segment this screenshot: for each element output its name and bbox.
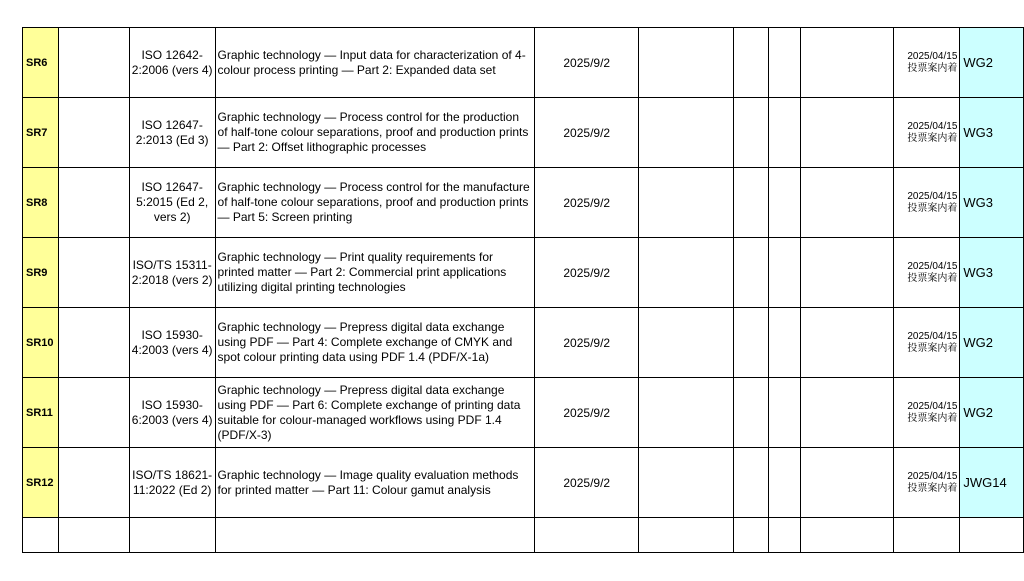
spreadsheet-table <box>22 27 1024 553</box>
empty-cell[interactable] <box>215 518 535 553</box>
empty-cell[interactable] <box>58 28 129 98</box>
empty-cell[interactable] <box>58 238 129 308</box>
wg-cell[interactable]: JWG14 <box>960 448 1024 518</box>
empty-cell[interactable] <box>58 518 129 553</box>
wg-cell[interactable]: WG2 <box>960 308 1024 378</box>
wg-cell[interactable]: WG3 <box>960 168 1024 238</box>
empty-cell[interactable] <box>58 98 129 168</box>
empty-cell[interactable] <box>800 308 893 378</box>
table-row <box>23 378 1024 448</box>
note-text: 投票案内着 <box>907 342 958 354</box>
note-cell[interactable] <box>893 168 960 238</box>
note-date: 2025/04/15 <box>907 190 958 202</box>
table-row <box>23 238 1024 308</box>
empty-cell[interactable] <box>58 378 129 448</box>
empty-cell[interactable] <box>768 518 800 553</box>
note-date: 2025/04/15 <box>907 400 958 412</box>
empty-cell[interactable] <box>58 168 129 238</box>
empty-cell[interactable] <box>800 448 893 518</box>
title-cell[interactable]: Graphic technology — Prepress digital data exchange using PDF — Part 4: Complete exchange of CMYK and spot colour printing data using PDF 1.4 (PDF/X-1a) <box>215 308 535 378</box>
standard-cell[interactable]: ISO/TS 18621-11:2022 (Ed 2) <box>129 448 215 518</box>
empty-cell[interactable] <box>734 238 768 308</box>
empty-cell[interactable] <box>893 518 960 553</box>
table-row <box>23 448 1024 518</box>
empty-cell[interactable] <box>768 238 800 308</box>
empty-cell[interactable] <box>639 238 734 308</box>
table-row-empty <box>23 518 1024 553</box>
standard-cell[interactable]: ISO 15930-4:2003 (vers 4) <box>129 308 215 378</box>
empty-cell[interactable] <box>768 448 800 518</box>
empty-cell[interactable] <box>58 308 129 378</box>
date-cell[interactable]: 2025/9/2 <box>535 308 639 378</box>
note-date: 2025/04/15 <box>907 50 958 62</box>
note-text: 投票案内着 <box>907 202 958 214</box>
id-cell[interactable]: SR11 <box>23 378 59 448</box>
date-cell[interactable]: 2025/9/2 <box>535 238 639 308</box>
wg-cell[interactable]: WG3 <box>960 238 1024 308</box>
note-cell[interactable] <box>893 378 960 448</box>
empty-cell[interactable] <box>800 518 893 553</box>
empty-cell[interactable] <box>639 168 734 238</box>
empty-cell[interactable] <box>639 98 734 168</box>
wg-cell[interactable]: WG2 <box>960 378 1024 448</box>
title-cell[interactable]: Graphic technology — Image quality evaluation methods for printed matter — Part 11: Colour gamut analysis <box>215 448 535 518</box>
note-text: 投票案内着 <box>907 62 958 74</box>
empty-cell[interactable] <box>58 448 129 518</box>
table-row <box>23 28 1024 98</box>
note-text: 投票案内着 <box>907 272 958 284</box>
title-cell[interactable]: Graphic technology — Process control for the production of half-tone colour separations, proof and production prints — Part 2: Offset lithographic processes <box>215 98 535 168</box>
note-cell[interactable] <box>893 308 960 378</box>
table-row <box>23 98 1024 168</box>
empty-cell[interactable] <box>734 168 768 238</box>
table-row <box>23 308 1024 378</box>
empty-cell[interactable] <box>800 238 893 308</box>
empty-cell[interactable] <box>639 28 734 98</box>
table-row <box>23 168 1024 238</box>
empty-cell[interactable] <box>800 28 893 98</box>
empty-cell[interactable] <box>734 98 768 168</box>
note-date: 2025/04/15 <box>907 260 958 272</box>
date-cell[interactable]: 2025/9/2 <box>535 378 639 448</box>
empty-cell[interactable] <box>768 168 800 238</box>
date-cell[interactable]: 2025/9/2 <box>535 168 639 238</box>
empty-cell[interactable] <box>734 448 768 518</box>
title-cell[interactable]: Graphic technology — Input data for characterization of 4-colour process printing — Part 2: Expanded data set <box>215 28 535 98</box>
empty-cell[interactable] <box>800 168 893 238</box>
standard-cell[interactable]: ISO/TS 15311-2:2018 (vers 2) <box>129 238 215 308</box>
note-cell[interactable] <box>893 448 960 518</box>
date-cell[interactable]: 2025/9/2 <box>535 448 639 518</box>
empty-cell[interactable] <box>800 98 893 168</box>
wg-cell[interactable]: WG3 <box>960 98 1024 168</box>
empty-cell[interactable] <box>734 308 768 378</box>
wg-cell[interactable]: WG2 <box>960 28 1024 98</box>
note-text: 投票案内着 <box>907 412 958 424</box>
note-cell[interactable] <box>893 238 960 308</box>
empty-cell[interactable] <box>768 378 800 448</box>
date-cell[interactable]: 2025/9/2 <box>535 98 639 168</box>
note-cell[interactable] <box>893 28 960 98</box>
empty-cell[interactable] <box>639 378 734 448</box>
empty-cell[interactable] <box>734 518 768 553</box>
standard-cell[interactable]: ISO 15930-6:2003 (vers 4) <box>129 378 215 448</box>
empty-cell[interactable] <box>768 98 800 168</box>
note-cell[interactable] <box>893 98 960 168</box>
date-cell[interactable]: 2025/9/2 <box>535 28 639 98</box>
id-cell[interactable]: SR12 <box>23 448 59 518</box>
empty-cell[interactable] <box>23 518 59 553</box>
empty-cell[interactable] <box>639 448 734 518</box>
id-cell[interactable]: SR6 <box>23 28 59 98</box>
empty-cell[interactable] <box>639 518 734 553</box>
empty-cell[interactable] <box>768 28 800 98</box>
note-date: 2025/04/15 <box>907 470 958 482</box>
empty-cell[interactable] <box>129 518 215 553</box>
empty-cell[interactable] <box>535 518 639 553</box>
id-cell[interactable]: SR7 <box>23 98 59 168</box>
title-cell[interactable]: Graphic technology — Prepress digital data exchange using PDF — Part 6: Complete exchange of printing data suitable for colour-managed workflows using PDF 1.4 (PDF/X-3) <box>215 378 535 448</box>
id-cell[interactable]: SR8 <box>23 168 59 238</box>
empty-cell[interactable] <box>800 378 893 448</box>
empty-cell[interactable] <box>960 518 1024 553</box>
id-cell[interactable]: SR9 <box>23 238 59 308</box>
empty-cell[interactable] <box>768 308 800 378</box>
note-text: 投票案内着 <box>907 482 958 494</box>
empty-cell[interactable] <box>734 28 768 98</box>
note-date: 2025/04/15 <box>907 330 958 342</box>
empty-cell[interactable] <box>734 378 768 448</box>
title-cell[interactable]: Graphic technology — Process control for the manufacture of half-tone colour separations, proof and production prints — Part 5: Screen printing <box>215 168 535 238</box>
note-text: 投票案内着 <box>907 132 958 144</box>
note-date: 2025/04/15 <box>907 120 958 132</box>
empty-cell[interactable] <box>639 308 734 378</box>
standard-cell[interactable]: ISO 12647-5:2015 (Ed 2, vers 2) <box>129 168 215 238</box>
standard-cell[interactable]: ISO 12642-2:2006 (vers 4) <box>129 28 215 98</box>
title-cell[interactable]: Graphic technology — Print quality requirements for printed matter — Part 2: Commercial print applications utilizing digital printing technologies <box>215 238 535 308</box>
standard-cell[interactable]: ISO 12647-2:2013 (Ed 3) <box>129 98 215 168</box>
id-cell[interactable]: SR10 <box>23 308 59 378</box>
table-body <box>23 28 1024 553</box>
